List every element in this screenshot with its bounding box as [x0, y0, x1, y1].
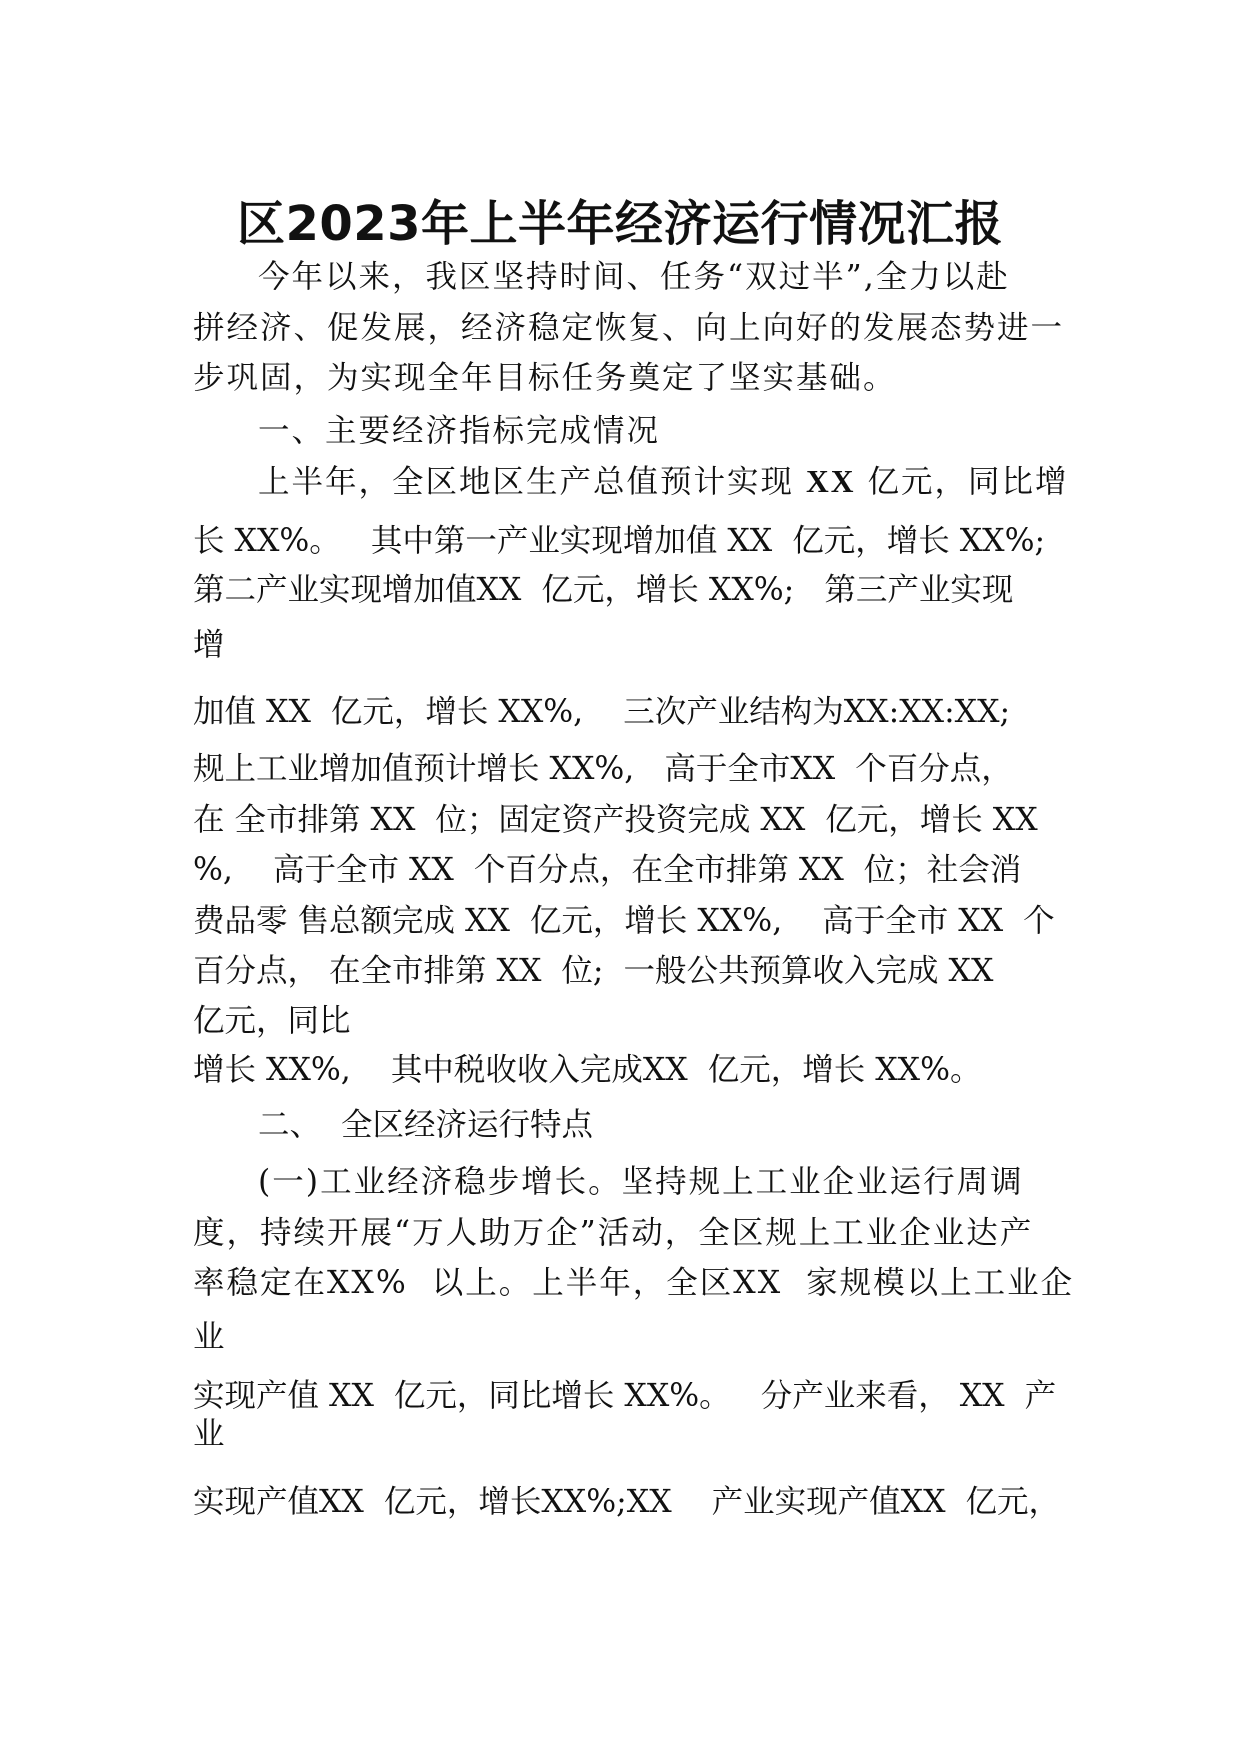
paragraph-line: 规上工业增加值预计增长 XX%, 高于全市XX 个百分点，	[193, 751, 1013, 787]
paragraph-line: 度，持续开展“万人助万企”活动，全区规上工业企业达产	[193, 1215, 1034, 1251]
paragraph-line: 步巩固，为实现全年目标任务奠定了坚实基础。	[193, 360, 897, 396]
paragraph-line: 费品零 售总额完成 XX 亿元，增长 XX%, 高于全市 XX 个	[193, 903, 1055, 939]
paragraph-line: 增	[193, 627, 225, 663]
paragraph-line: %, 高于全市 XX 个百分点，在全市排第 XX 位；社会消	[193, 852, 1022, 888]
paragraph-line: 实现产值XX 亿元，增长XX%;XX 产业实现产值XX 亿元，	[193, 1484, 1061, 1520]
paragraph-line: 率稳定在XX% 以上。上半年，全区XX 家规模以上工业企	[193, 1265, 1075, 1301]
paragraph-line: 亿元，同比	[193, 1003, 351, 1039]
paragraph-line: 业	[193, 1416, 225, 1452]
paragraph-line: 今年以来，我区坚持时间、任务“双过半”,全力以赴	[258, 259, 1010, 295]
bold-placeholder: XX	[806, 464, 856, 499]
paragraph-line: 长 XX%。 其中第一产业实现增加值 XX 亿元，增长 XX%;	[193, 523, 1046, 559]
section-heading: 二、 全区经济运行特点	[258, 1107, 594, 1143]
paragraph-line: 增长 XX%, 其中税收收入完成XX 亿元，增长 XX%。	[193, 1052, 982, 1088]
line-segment: 亿元，同比增	[855, 464, 1069, 500]
section-heading: 一、主要经济指标完成情况	[258, 413, 661, 449]
line-segment: 上半年，全区地区生产总值预计实现	[258, 464, 807, 500]
document-title: 区2023年上半年经济运行情况汇报	[236, 196, 1004, 252]
paragraph-line: 在 全市排第 XX 位；固定资产投资完成 XX 亿元，增长 XX	[193, 802, 1038, 838]
paragraph-line: 实现产值 XX 亿元，同比增长 XX%。 分产业来看， XX 产	[193, 1378, 1057, 1414]
paragraph-line: 第二产业实现增加值XX 亿元，增长 XX%; 第三产业实现	[193, 572, 1014, 608]
paragraph-line: 业	[193, 1319, 225, 1355]
paragraph-line: (一)工业经济稳步增长。坚持规上工业企业运行周调	[258, 1164, 1024, 1200]
paragraph-line: 百分点， 在全市排第 XX 位; 一般公共预算收入完成 XX	[193, 953, 994, 989]
paragraph-line: 加值 XX 亿元，增长 XX%, 三次产业结构为XX:XX:XX;	[193, 694, 1011, 730]
paragraph-line	[258, 461, 1069, 503]
paragraph-line: 拼经济、促发展，经济稳定恢复、向上向好的发展态势进一	[193, 310, 1065, 346]
